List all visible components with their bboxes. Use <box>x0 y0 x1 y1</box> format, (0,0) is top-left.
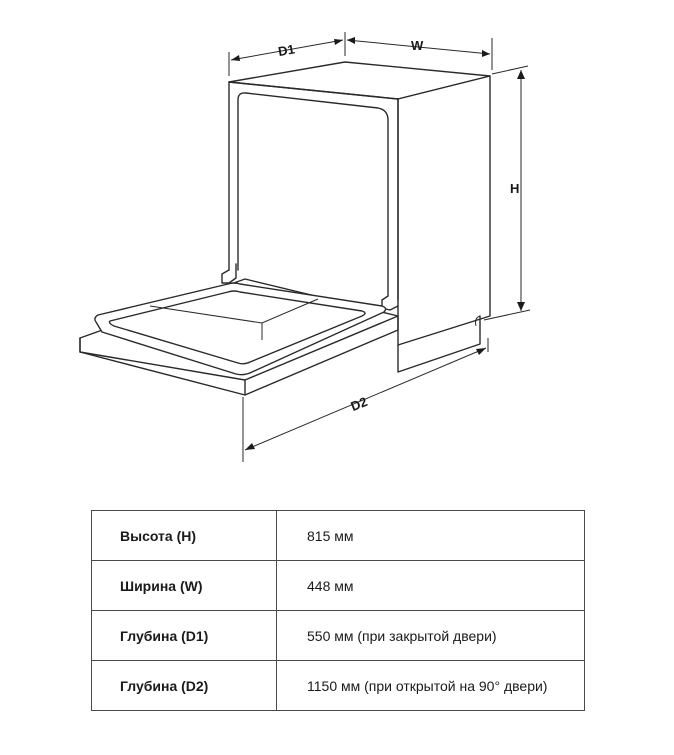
label-h: H <box>510 181 520 196</box>
spec-value-depth-d2: 1150 мм (при открытой на 90° двери) <box>277 661 585 711</box>
spec-label-width: Ширина (W) <box>92 561 277 611</box>
spec-label-height: Высота (H) <box>92 511 277 561</box>
spec-label-depth-d1: Глубина (D1) <box>92 611 277 661</box>
table-row <box>92 611 585 661</box>
open-door <box>80 279 398 395</box>
spec-value-depth-d1: 550 мм (при закрытой двери) <box>277 611 585 661</box>
label-w: W <box>411 38 424 53</box>
body-side-face <box>398 76 490 345</box>
dimensions-spec-table <box>91 510 585 711</box>
table-row <box>92 561 585 611</box>
body-cavity-opening <box>238 93 388 296</box>
spec-value-width: 448 мм <box>277 561 585 611</box>
table-row <box>92 661 585 711</box>
spec-value-height: 815 мм <box>277 511 585 561</box>
dimension-h <box>484 66 530 320</box>
body-front-frame <box>229 82 398 300</box>
label-d2: D2 <box>348 393 370 415</box>
label-d1: D1 <box>276 41 296 60</box>
table-row <box>92 511 585 561</box>
spec-label-depth-d2: Глубина (D2) <box>92 661 277 711</box>
